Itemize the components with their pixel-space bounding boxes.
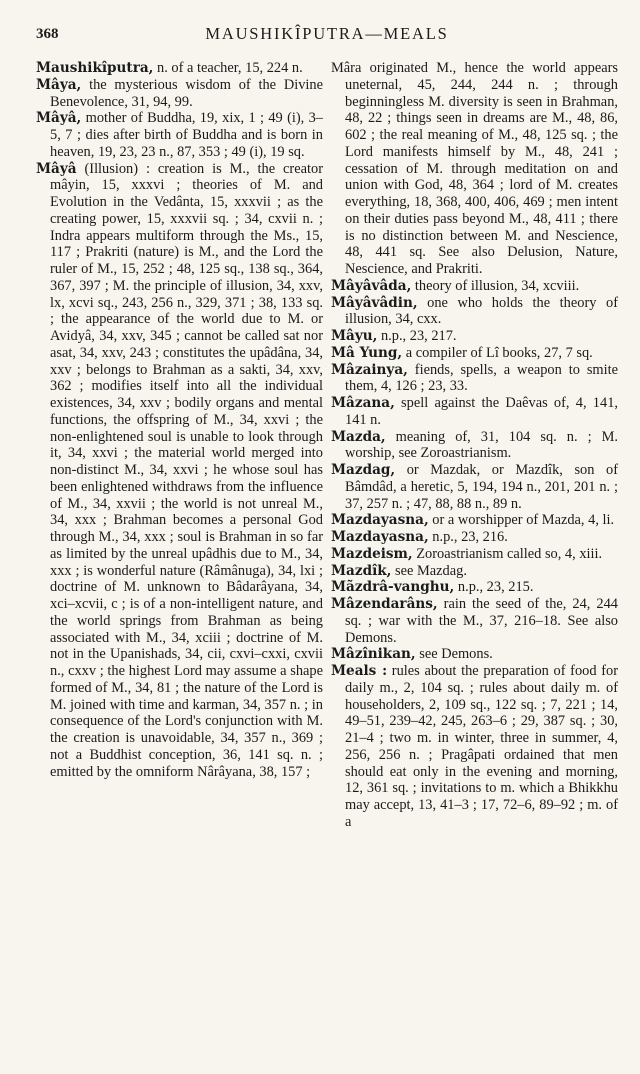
entry-text: (Illusion) : creation is M., the creator mâyin, 15, xxxvi ; theories of M. and Evolution in the Vedânta, 15, xxxvii ; as the creating power, 15, xxxvii sq. ; 34, cxvii n. ; Indra appears multiform through the Ms., 15, 117 ; Prakriti (nature) is M., and the Lord the ruler of M., 15, 252 ; 48, 125 sq., 138 sq., 364, 367, 397 ; M. the principle of illusion, 34, xxv, lx, xcvi sq., 243, 256 n., 329, 371 ; 38, 133 sq. ; the appearance of the world due to M. or Avidyâ, 34, xxv, 345 ; cannot be called sat nor asat, 34, xxv, 243 ; constitutes the upâdâna, 34, xxv ; belongs to Brahman as a sakti, 34, xxv, 362 ; modifies itself into all the individual existences, 34, xxv ; bodily organs and mental functions, the offspring of M., 34, xxvi ; the non-enlightened soul is unable to look through it, 34, xxvi ; the material world merged into non-distinct M., 34, xxvi ; he whose soul has been enlightened withdraws from the influence of M., 34, xxvii ; the world is not unreal M., 34, xxx ; Brahman becomes a personal God through M., 34, xxx ; soul is Brahman in so far as limited by the unreal upâdhis due to M., 34, xxx ; is wonderful nature (Râmânuga), 34, lxi ; doctrine of M. unknown to Bâdarâyana, 34, xci–xcvii, c ; is of a non-intelligent nature, and the world springs from Brahman as being associated with M., 34, xciii ; doctrine of M. not in the Upanishads, 34, cii, cxvi–cxxi, cxvii n., cxxv ; the highest Lord may assume a shape formed of M., 34, 81 ; the nature of the Lord is M. joined with time and karman, 34, 357 n. ; in consequence of the Lord's conjunction with M. the creation is unavoidable, 34, 357 n., 369 ; not a Buddhist conception, 36, 141 sq. n. ; emitted by the omniform Nârâyana, 38, 157 ; [50, 160, 323, 780]
index-entry [331, 462, 618, 512]
entry-text: theory of illusion, 34, xcviii. [411, 277, 580, 294]
page-number: 368 [36, 26, 59, 42]
index-entry [331, 429, 618, 463]
index-entry [331, 60, 618, 278]
entry-text: mother of Buddha, 19, xix, 1 ; 49 (i), 3–5, 7 ; dies after birth of Buddha and is born in heaven, 19, 23, 23 n., 87, 353 ; 49 (i), 19 sq. [50, 110, 323, 160]
entry-text: n.p., 23, 216. [428, 529, 508, 545]
entry-text: n. of a teacher, 15, 224 n. [153, 60, 303, 76]
index-entry [331, 328, 618, 345]
index-entry [331, 646, 618, 663]
entry-text: fiends, spells, a weapon to smite them, 4, 126 ; 23, 33. [345, 361, 618, 395]
index-entry [331, 395, 618, 429]
index-entry [331, 345, 618, 362]
entry-text: Mâra originated M., hence the world appears uneternal, 45, 244, 244 n. ; through beginningless M. diversity is seen in Brahman, 48, 22 ; things seen in dreams are M., 48, 86, 602 ; the real meaning of M., 48, 125 sq. ; the Lord manifests himself by M., 48, 241 ; cessation of M. through meditation on and union with God, 48, 364 ; lord of M. creates everything, 18, 368, 400, 406, 469 ; men intent on their duties pass beyond M., 48, 411 ; there is no distinction between M. and Nescience, 48, 441 sq. See also Delusion, Nature, Nescience, and Prakriti. [331, 60, 618, 277]
entry-text: or a worshipper of Mazda, 4, li. [428, 512, 615, 529]
index-entry [331, 579, 618, 596]
entry-headword: Mâ Yung, [331, 344, 403, 361]
entry-text: or Mazdak, or Mazdîk, son of Bâmdâd, a heretic, 5, 194, 194 n., 201, 201 n. ; 37, 257 n. ; 47, 88, 88 n., 89 n. [345, 462, 618, 512]
entry-headword: Mâyâ [36, 160, 77, 177]
index-entry [331, 278, 618, 295]
entry-text: n.p., 23, 217. [377, 328, 457, 344]
index-entry [331, 546, 618, 563]
index-entry [36, 161, 323, 781]
entry-text: Zoroastrianism called so, 4, xiii. [412, 545, 603, 562]
entry-headword: Mazdayasna, [331, 512, 429, 529]
entry-headword: Mâyâvâda, [331, 277, 412, 294]
entry-headword: Mâyâ, [36, 110, 82, 127]
entry-headword: Mazdag, [331, 462, 396, 478]
index-entry [331, 663, 618, 831]
entry-headword: Maushikîputra, [36, 60, 154, 76]
right-column [331, 60, 618, 831]
index-entry [331, 295, 618, 329]
entry-text: see Mazdag. [391, 562, 467, 579]
running-title: MAUSHIKÎPUTRA—MEALS [205, 24, 449, 43]
entry-text: rules about the preparation of food for daily m., 2, 104 sq. ; rules about daily m. of householders, 2, 109 sq., 122 sq. ; 7, 221 ; 14, 49–51, 239–42, 245, 263–6 ; 29, 387 sq. ; 30, 21–4 ; two m. in winter, three in summer, 4, 256, 256 n. ; Pragâpati ordained that men should eat only in the evening and morning, 12, 361 sq. ; invitations to m. which a Bhikkhu may accept, 13, 41–3 ; 17, 72–6, 89–92 ; m. of a [345, 663, 618, 830]
index-entry [331, 596, 618, 646]
entry-text: spell against the Daêvas of, 4, 141, 141 n. [345, 395, 618, 428]
index-columns [36, 60, 618, 831]
index-entry [331, 529, 618, 546]
entry-text: one who holds the theory of illusion, 34, cxx. [345, 294, 618, 328]
page-header [36, 22, 618, 52]
entry-text: meaning of, 31, 104 sq. n. ; M. worship, see Zoroastrianism. [345, 428, 618, 462]
entry-headword: Mazdayasna, [331, 529, 429, 545]
entry-headword: Mâyâvâdin, [331, 294, 418, 311]
entry-headword: Mâzainya, [331, 361, 408, 378]
index-entry [36, 110, 323, 160]
entry-text: the mysterious wisdom of the Divine Benevolence, 31, 94, 99. [50, 76, 323, 110]
entry-headword: Mãzdrâ-vanghu, [331, 579, 455, 596]
entry-headword: Mâzana, [331, 395, 395, 411]
index-entry [36, 77, 323, 111]
entry-text: a compiler of Lî books, 27, 7 sq. [402, 344, 593, 361]
entry-headword: Mazdeism, [331, 545, 413, 562]
entry-headword: Mazdîk, [331, 562, 392, 579]
entry-text: n.p., 23, 215. [454, 579, 534, 596]
entry-headword: Mazda, [331, 428, 386, 445]
entry-headword: Mâya, [36, 76, 82, 93]
index-entry [36, 60, 323, 77]
left-column [36, 60, 323, 831]
index-entry [331, 512, 618, 529]
entry-headword: Mâzînikan, [331, 646, 416, 663]
entry-text: rain the seed of the, 24, 244 sq. ; war with the M., 37, 216–18. See also Demons. [345, 596, 618, 646]
entry-headword: Mâzendarâns, [331, 596, 438, 612]
entry-headword: Meals : [331, 663, 388, 679]
entry-text: see Demons. [415, 646, 493, 663]
index-entry [331, 563, 618, 580]
entry-headword: Mâyu, [331, 328, 378, 344]
index-entry [331, 362, 618, 396]
